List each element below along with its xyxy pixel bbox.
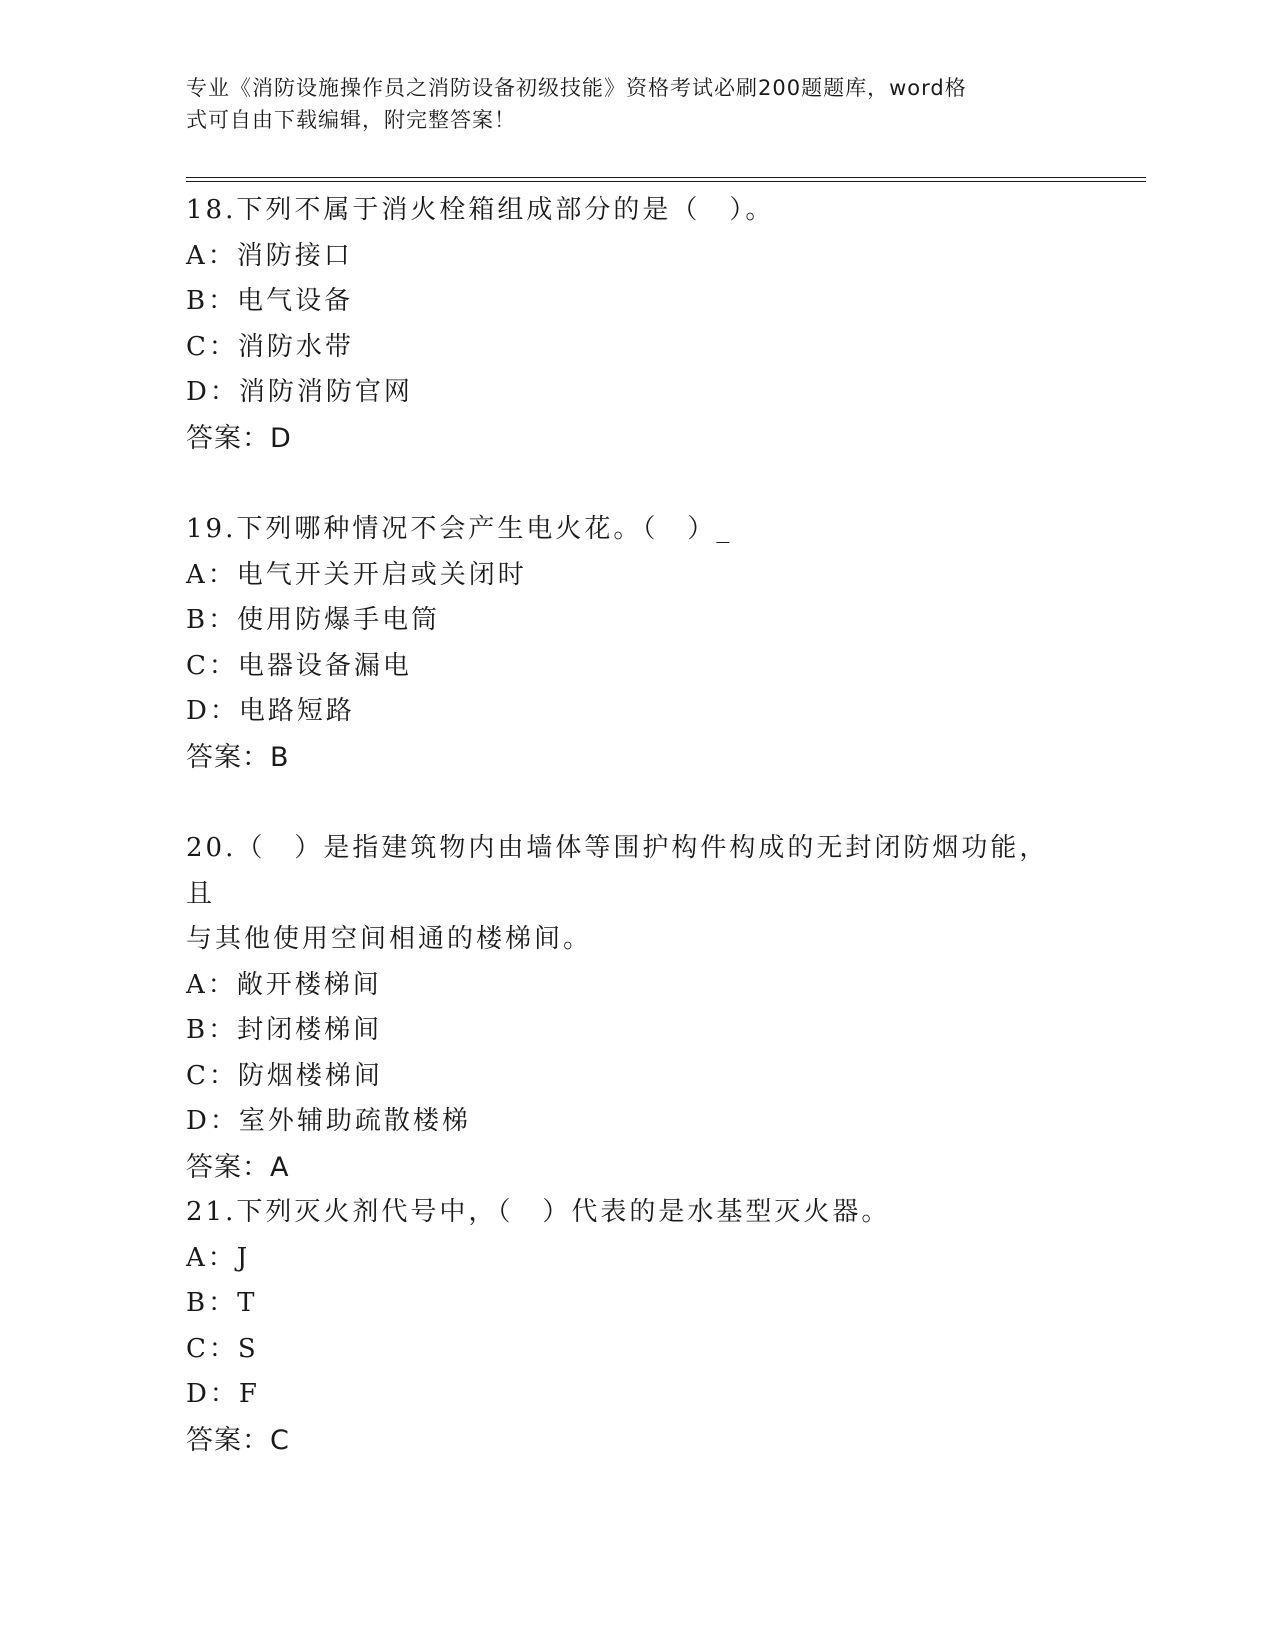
question-stem-line-1: 20.（ ）是指建筑物内由墙体等围护构件构成的无封闭防烟功能，且	[186, 833, 1049, 909]
option-d: D：室外辅助疏散楼梯	[186, 1106, 471, 1136]
option-b: B：封闭楼梯间	[186, 1015, 383, 1045]
option-b: B：T	[186, 1288, 258, 1318]
option-c: C：电器设备漏电	[186, 650, 412, 681]
option-d: D：F	[186, 1379, 260, 1409]
option-d: D：电路短路	[186, 696, 355, 726]
question-18	[186, 188, 1076, 461]
option-c: C：S	[186, 1333, 259, 1364]
question-stem: 19.下列哪种情况不会产生电火花。（ ）_	[186, 514, 733, 544]
header-line-1: 专业《消防设施操作员之消防设备初级技能》资格考试必刷200题题库，word格	[186, 76, 967, 100]
option-a: A：电气开关开启或关闭时	[186, 559, 527, 590]
header-divider-top	[186, 177, 1146, 178]
answer: 答案：A	[186, 1151, 290, 1183]
option-c: C：防烟楼梯间	[186, 1060, 383, 1091]
option-b: B：使用防爆手电筒	[186, 605, 441, 635]
question-stem-line-2: 与其他使用空间相通的楼梯间。	[186, 924, 593, 954]
option-b: B：电气设备	[186, 286, 354, 316]
answer: 答案：B	[186, 741, 290, 773]
option-d: D：消防消防官网	[186, 377, 413, 407]
question-stem: 18.下列不属于消火栓箱组成部分的是（ ）。	[186, 195, 775, 225]
option-c: C：消防水带	[186, 331, 354, 362]
option-a: A：消防接口	[186, 240, 353, 271]
answer: 答案：C	[186, 1424, 290, 1456]
question-stem: 21.下列灭火剂代号中，（ ）代表的是水基型灭火器。	[186, 1197, 891, 1227]
header-divider-bottom	[186, 181, 1146, 182]
option-a: A：J	[186, 1242, 251, 1273]
question-21	[186, 1190, 1076, 1463]
header-line-2: 式可自由下载编辑，附完整答案！	[186, 108, 516, 132]
question-20	[186, 826, 1076, 1190]
option-a: A：敞开楼梯间	[186, 969, 382, 1000]
question-19	[186, 507, 1076, 780]
document-header	[186, 72, 1066, 136]
answer: 答案：D	[186, 422, 292, 454]
